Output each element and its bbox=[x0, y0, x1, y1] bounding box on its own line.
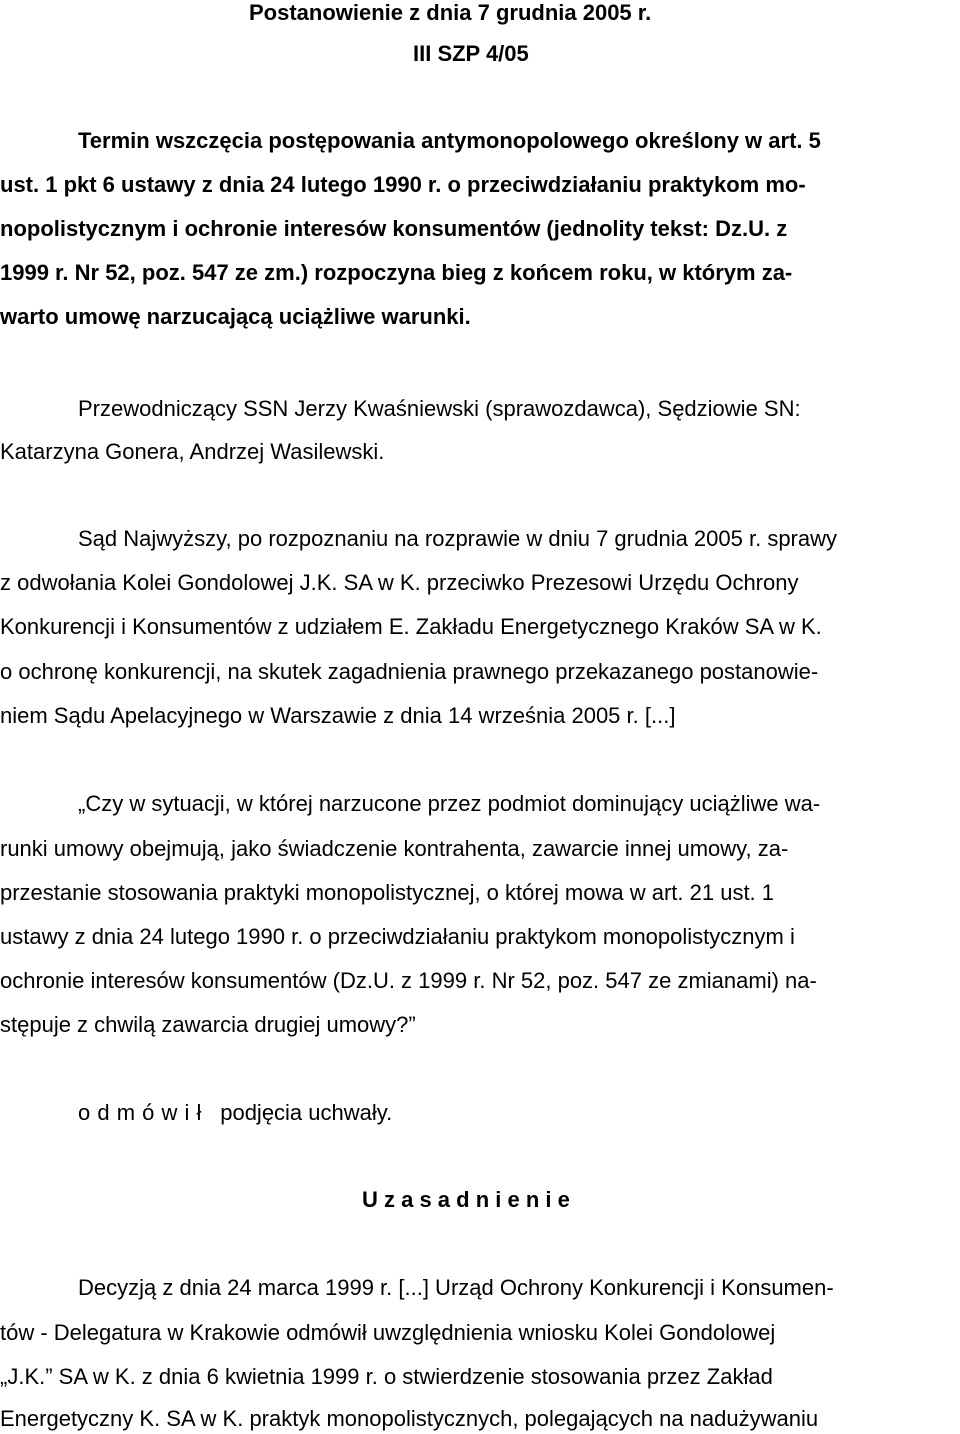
reasons-line: tów - Delegatura w Krakowie odmówił uwzględnienia wniosku Kolei Gondolowej bbox=[0, 1320, 776, 1345]
case-number: III SZP 4/05 bbox=[413, 41, 529, 66]
thesis-line: warto umowę narzucającą uciążliwe warunki. bbox=[0, 304, 471, 329]
decision-line bbox=[78, 1100, 392, 1126]
document-title: Postanowienie z dnia 7 grudnia 2005 r. bbox=[249, 0, 652, 25]
composition-line: Katarzyna Gonera, Andrzej Wasilewski. bbox=[0, 439, 385, 464]
thesis-line: Termin wszczęcia postępowania antymonopolowego określony w art. 5 bbox=[78, 128, 821, 153]
question-line: ochronie interesów konsumentów (Dz.U. z 1999 r. Nr 52, poz. 547 ze zmianami) na- bbox=[0, 968, 817, 993]
question-line: przestanie stosowania praktyki monopolistycznej, o której mowa w art. 21 ust. 1 bbox=[0, 880, 775, 905]
reasons-line: Decyzją z dnia 24 marca 1999 r. [...] Urząd Ochrony Konkurencji i Konsumen- bbox=[78, 1275, 834, 1300]
intro-line: niem Sądu Apelacyjnego w Warszawie z dnia 14 września 2005 r. [...] bbox=[0, 703, 676, 728]
question-line: runki umowy obejmują, jako świadczenie kontrahenta, zawarcie innej umowy, za- bbox=[0, 836, 789, 861]
composition-line: Przewodniczący SSN Jerzy Kwaśniewski (sprawozdawca), Sędziowie SN: bbox=[78, 396, 801, 421]
decision-object: podjęcia uchwały. bbox=[220, 1100, 393, 1125]
reasons-line: „J.K.” SA w K. z dnia 6 kwietnia 1999 r. o stwierdzenie stosowania przez Zakład bbox=[0, 1364, 773, 1389]
question-line: stępuje z chwilą zawarcia drugiej umowy?” bbox=[0, 1012, 416, 1037]
thesis-line: nopolistycznym i ochronie interesów konsumentów (jednolity tekst: Dz.U. z bbox=[0, 216, 788, 241]
reasons-line: Energetyczny K. SA w K. praktyk monopolistycznych, polegających na nadużywaniu bbox=[0, 1406, 819, 1431]
reasons-heading: U z a s a d n i e n i e bbox=[362, 1187, 570, 1212]
intro-line: Sąd Najwyższy, po rozpoznaniu na rozprawie w dniu 7 grudnia 2005 r. sprawy bbox=[78, 526, 837, 551]
thesis-line: 1999 r. Nr 52, poz. 547 ze zm.) rozpoczyna bieg z końcem roku, w którym za- bbox=[0, 260, 793, 285]
intro-line: z odwołania Kolei Gondolowej J.K. SA w K. przeciwko Prezesowi Urzędu Ochrony bbox=[0, 570, 799, 595]
question-line: „Czy w sytuacji, w której narzucone przez podmiot dominujący uciążliwe wa- bbox=[78, 791, 821, 816]
thesis-line: ust. 1 pkt 6 ustawy z dnia 24 lutego 1990 r. o przeciwdziałaniu praktykom mo- bbox=[0, 172, 806, 197]
decision-verb: o d m ó w i ł bbox=[78, 1100, 202, 1125]
intro-line: o ochronę konkurencji, na skutek zagadnienia prawnego przekazanego postanowie- bbox=[0, 659, 819, 684]
question-line: ustawy z dnia 24 lutego 1990 r. o przeciwdziałaniu praktykom monopolistycznym i bbox=[0, 924, 795, 949]
intro-line: Konkurencji i Konsumentów z udziałem E. Zakładu Energetycznego Kraków SA w K. bbox=[0, 614, 822, 639]
